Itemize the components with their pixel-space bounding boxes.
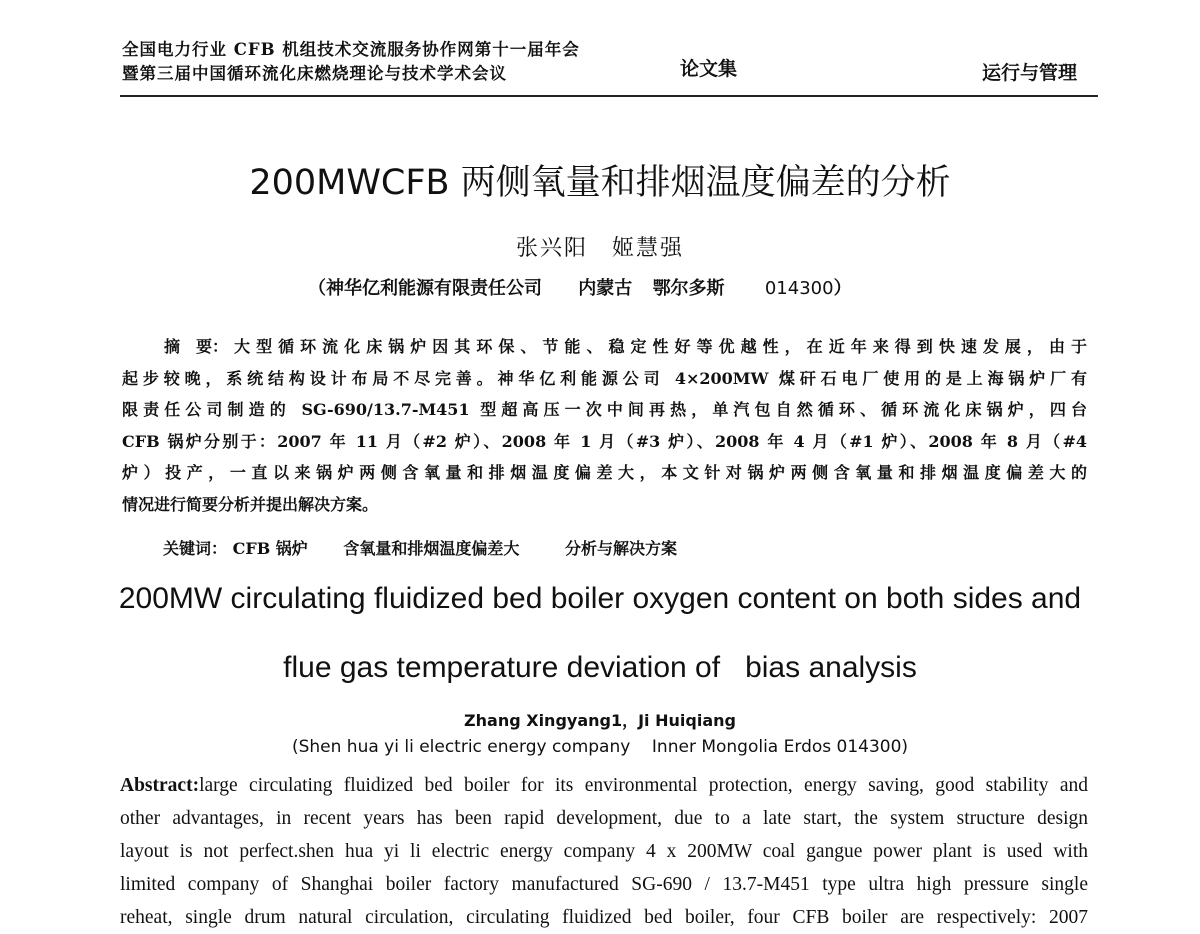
keyword: CFB 锅炉: [232, 539, 308, 558]
section-label: 运行与管理: [982, 62, 1078, 84]
affiliation-cn: [308, 274, 852, 300]
abstract-en-line: other advantages, in recent years has been rapid development, due to a late start, the system structure design: [120, 808, 1088, 829]
affiliation-org: 神华亿利能源有限责任公司: [326, 278, 542, 299]
abstract-en-label: Abstract:: [120, 775, 200, 796]
authors-en: Zhang Xingyang1，Ji Huiqiang: [464, 711, 736, 730]
affiliation-region: 内蒙古: [578, 278, 633, 299]
abstract-cn-line: 炉）投产，一直以来锅炉两侧含氧量和排烟温度偏差大，本文针对锅炉两侧含氧量和排烟温度偏差大的: [122, 463, 1087, 482]
collection-label: 论文集: [680, 58, 738, 80]
authors-cn: 张兴阳 姬慧强: [515, 236, 684, 261]
conference-name-line-2: 暨第三届中国循环流化床燃烧理论与技术学术会议: [122, 64, 507, 83]
keywords-cn-label: 关键词：: [163, 539, 228, 558]
abstract-en-text: large circulating fluidized bed boiler for its environmental protection, energy saving, good stability and: [199, 775, 1088, 796]
paper-title-en-line-1: 200MW circulating fluidized bed boiler oxygen content on both sides and: [118, 582, 1082, 615]
abstract-en-line: reheat, single drum natural circulation, circulating fluidized bed boiler, four CFB boiler are respectively: 2007: [120, 907, 1088, 928]
abstract-cn-line: 起步较晚，系统结构设计布局不尽完善。神华亿利能源公司 4×200MW 煤矸石电厂使用的是上海锅炉厂有: [122, 368, 1087, 388]
abstract-en-line: limited company of Shanghai boiler factory manufactured SG-690 / 13.7-M451 type ultra high pressure single: [120, 874, 1088, 895]
affiliation-city: 鄂尔多斯: [652, 278, 725, 299]
abstract-en: [120, 769, 1088, 934]
affiliation-en: (Shen hua yi li electric energy company Inner Mongolia Erdos 014300): [291, 737, 909, 757]
abstract-cn-line: 情况进行简要分析并提出解决方案。: [122, 494, 379, 514]
keyword: 含氧量和排烟温度偏差大: [343, 539, 520, 558]
abstract-en-line: layout is not perfect.shen hua yi li electric energy company 4 x 200MW coal gangue power plant is used with: [120, 841, 1088, 862]
affiliation-close: ）: [833, 278, 852, 299]
abstract-cn: [122, 331, 1087, 520]
paper-title-cn: 200MWCFB 两侧氧量和排烟温度偏差的分析: [249, 163, 951, 203]
abstract-en-line: [120, 769, 1088, 802]
abstract-cn-text: 大型循环流化床锅炉因其环保、节能、稳定性好等优越性，在近年来得到快速发展，由于: [228, 337, 1087, 356]
abstract-cn-label: 摘 要：: [164, 337, 229, 356]
conference-name-line-1: 全国电力行业 CFB 机组技术交流服务协作网第十一届年会: [122, 40, 580, 59]
keyword: 分析与解决方案: [564, 539, 677, 558]
abstract-cn-line: [122, 331, 1087, 363]
abstract-cn-line: 限责任公司制造的 SG-690/13.7-M451 型超高压一次中间再热，单汽包自然循环、循环流化床锅炉，四台: [122, 400, 1087, 419]
paper-title-en-line-2: flue gas temperature deviation of bias analysis: [283, 651, 917, 684]
abstract-cn-line: CFB 锅炉分别于：2007 年 11 月（#2 炉）、2008 年 1 月（#3 炉）、2008 年 4 月（#1 炉）、2008 年 8 月（#4: [122, 431, 1087, 451]
affiliation-postcode: 014300: [764, 278, 834, 299]
affiliation-open: （: [308, 278, 326, 299]
keywords-cn: [163, 536, 677, 559]
header-rule: [120, 95, 1098, 97]
conference-name: [122, 38, 580, 86]
